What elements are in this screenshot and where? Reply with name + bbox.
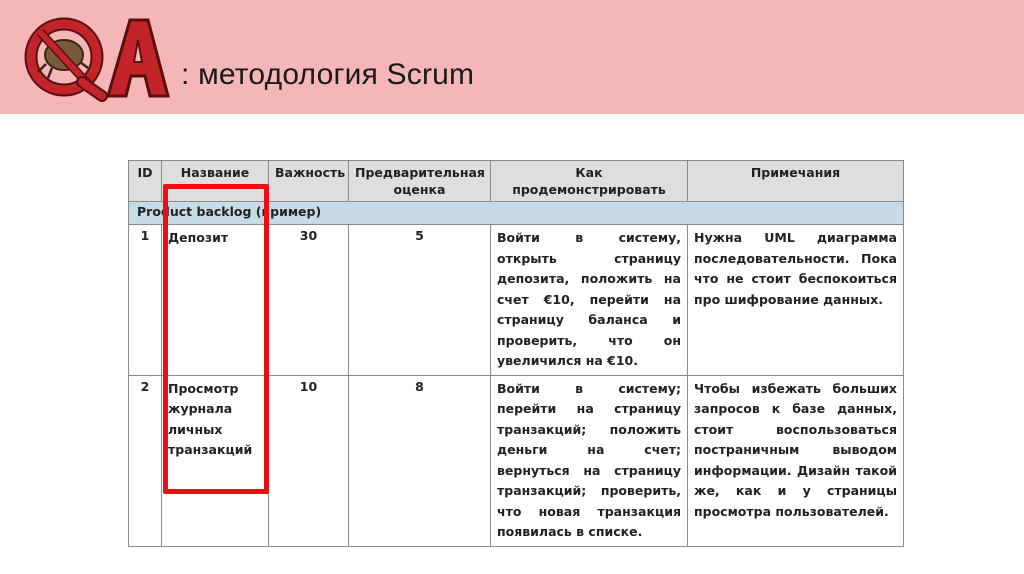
page-title: : методология Scrum	[181, 58, 475, 91]
column-header-importance: Важность	[269, 161, 349, 202]
table-row	[129, 225, 904, 376]
cell-importance: 10	[269, 375, 349, 546]
slide-header	[0, 0, 1024, 114]
column-header-id: ID	[129, 161, 162, 202]
cell-demo: Войти в систему; перейти на страницу транзакций; положить деньги на счет; вернуться на страницу транзакций; проверить, что новая транзакция появилась в списке.	[491, 375, 688, 546]
column-header-notes: Примечания	[688, 161, 904, 202]
cell-notes: Чтобы избежать больших запросов к базе данных, стоит воспользоваться постраничным выводом информации. Дизайн такой же, как и у страницы просмотра пользователей.	[688, 375, 904, 546]
cell-estimate: 5	[349, 225, 491, 376]
cell-id: 2	[129, 375, 162, 546]
cell-importance: 30	[269, 225, 349, 376]
product-backlog-table	[128, 160, 903, 547]
cell-name: Депозит	[162, 225, 269, 376]
table-caption: Product backlog (пример)	[129, 202, 904, 225]
cell-id: 1	[129, 225, 162, 376]
cell-notes: Нужна UML диаграмма последовательности. Пока что не стоит беспокоиться про шифрование данных.	[688, 225, 904, 376]
cell-estimate: 8	[349, 375, 491, 546]
column-header-name: Название	[162, 161, 269, 202]
cell-demo: Войти в систему, открыть страницу депозита, положить на счет €10, перейти на страницу баланса и проверить, что он увеличился на €10.	[491, 225, 688, 376]
column-header-estimate: Предварительная оценка	[349, 161, 491, 202]
qa-bug-logo-icon	[22, 12, 172, 102]
table-row	[129, 375, 904, 546]
cell-name: Просмотр журнала личных транзакций	[162, 375, 269, 546]
column-header-demo: Как продемонстрировать	[491, 161, 688, 202]
